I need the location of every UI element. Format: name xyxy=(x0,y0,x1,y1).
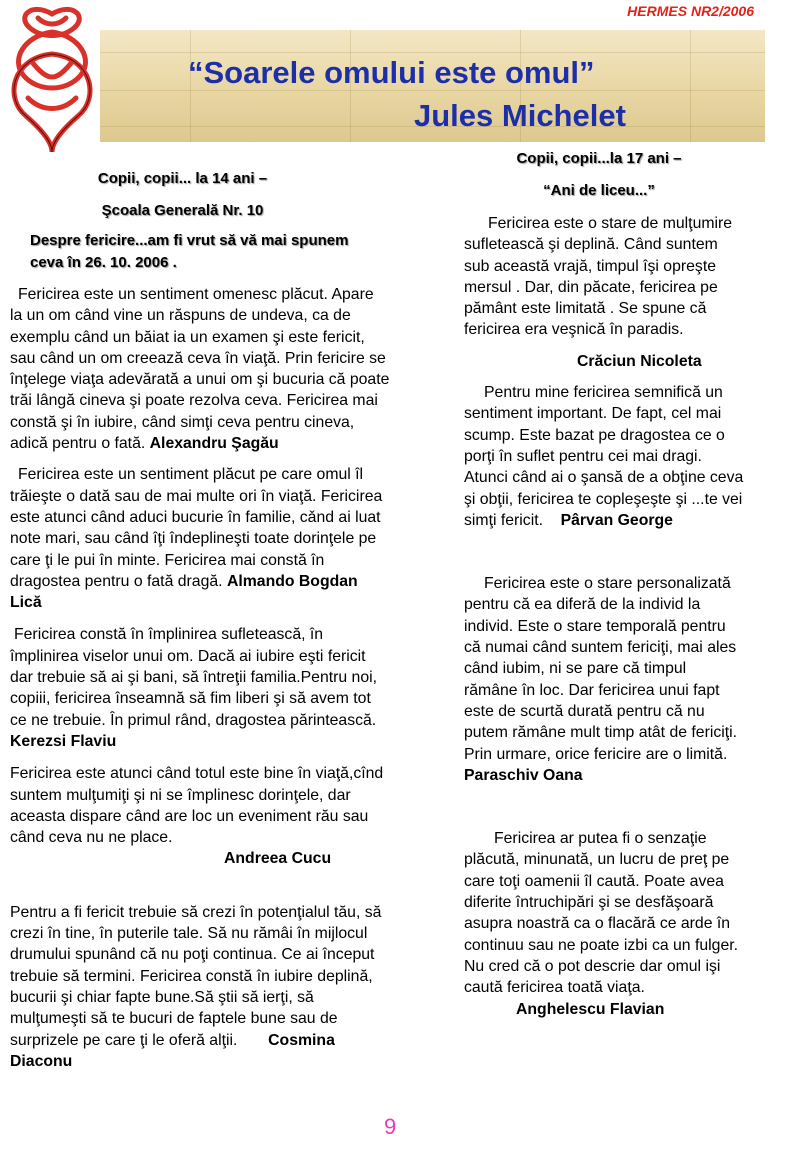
left-entry-1-author: Alexandru Şagău xyxy=(149,435,279,453)
right-entry-1-signature xyxy=(464,351,744,372)
left-entry-4 xyxy=(10,763,390,848)
page-number: 9 xyxy=(384,1114,397,1139)
right-entry-2-author: Pârvan George xyxy=(560,511,673,529)
left-entry-2-author: Almando Bogdan Lică xyxy=(10,572,358,612)
left-entry-3 xyxy=(10,624,390,752)
right-entry-4: Fericirea ar putea fi o senzaţie plăcută, minunată, un lucru de preţ pe care toţi oamenii îl caută. Poate avea diferite întruchipări şi se desfăşoară asupra noastră ca o flacără ce arde în continuu sau ne poate izbi ca un fulger. Nu cred că o pot descrie dar omul işi caută fericirea toată viaţa. xyxy=(464,830,739,997)
left-heading-age: Copii, copii... la 14 ani – xyxy=(97,170,268,187)
issue-label: HERMES NR2/2006 xyxy=(627,3,754,19)
right-entry-2-text: Pentru mine fericirea semnifică un sentiment important. De fapt, cel mai scump. Este bazat pe dragostea ce o porţi în suflet pentru cei mai dragi. Atunci când ai o şansă de a obţine ceva şi obţii, fericirea te copleşeşte şi ...te vei simţi fericit. xyxy=(464,384,744,529)
left-intro xyxy=(10,230,360,274)
left-heading-school: Şcoala Generală Nr. 10 xyxy=(101,202,264,219)
left-entry-4-text: Fericirea este atunci când totul este bine în viaţă,cînd suntem mulţumiţi şi ni se împlinesc dorinţele, dar aceasta dispare când are loc un eveniment rău sau când ceva nu ne place. xyxy=(10,765,384,847)
right-entry-3-text: Fericirea este o stare personalizată pentru că ea diferă de la individ la individ. Este o stare temporală pentru că numai când suntem fericiţi, mai ales când iubim, ni se pare că timpul rămâne în loc. Dar fericirea unui fapt este de scurtă durată pentru că nu putem rămâne mult timp atât de fericiţi. Prin urmare, orice fericire are o limită. xyxy=(464,575,738,763)
right-entry-4-author: Anghelescu Flavian xyxy=(516,1000,665,1018)
left-entry-4-signature xyxy=(10,848,390,869)
left-entry-2 xyxy=(10,464,390,613)
right-entry-1-author: Crăciun Nicoleta xyxy=(577,352,702,370)
left-entry-5 xyxy=(10,902,390,1072)
left-entry-4-author: Andreea Cucu xyxy=(224,850,332,868)
left-intro-end: . xyxy=(172,254,177,271)
right-column xyxy=(464,148,744,1020)
left-entry-1-text: Fericirea este un sentiment omenesc plăcut. Apare la un om când vine un răspuns de undeva, ca de exemplu când un băiat ia un examen şi este fericit, sau când un om creează ceva în viaţă. Prin fericire se înţelege viaţa adevărată a unui om şi bucuria că poate trăi lângă cineva şi poate rezolva ceva. Fericirea mai constă şi în iubire, când simţi ceva pentru cineva, adică pentru o fată. xyxy=(10,286,390,453)
header-quote: “Soarele omului este omul” xyxy=(188,55,595,90)
right-entry-4-signature xyxy=(464,999,744,1020)
left-entry-1 xyxy=(10,284,390,454)
left-entry-5-author: Cosmina Diaconu xyxy=(10,1031,335,1070)
right-entry-2 xyxy=(464,382,744,531)
right-entry-3-author: Paraschiv Oana xyxy=(464,766,583,784)
right-heading-age: Copii, copii...la 17 ani – xyxy=(516,150,682,167)
left-column xyxy=(10,168,390,1072)
left-entry-2-text: Fericirea este un sentiment plăcut pe care omul îl trăieşte o dată sau de mai multe ori în viaţă. Fericirea este atunci când aduci bucurie în familie, cǎnd ai luat note mari, sau când îţi îndeplineşti toate dorinţele pe care ţi le pui în minte. Fericirea mai constă în dragostea pentru o fată dragă. xyxy=(10,466,383,590)
left-entry-5-text: Pentru a fi fericit trebuie să crezi în potenţialul tău, să crezi în tine, în puterile tale. Să nu rămâi în mijlocul drumului spunând că nu poţi continua. Ce ai început trebuie să termini. Fericirea constă în iubire deplină, bucurii şi chiar fapte bune.Să ştii să ierţi, să mulţumeşti să te bucuri de faptele bune sau de surprizele pe care ţi le oferă alţii. xyxy=(10,903,382,1049)
left-entry-3-text: Fericirea constă în împlinirea sufletească, în împlinirea viselor unui om. Dacă ai iubire eşti fericit dar trebuie să ai şi bani, să întreţii familia.Pentru noi, copiii, fericirea înseamnă să fim liberi şi să avem tot ce ne trebuie. În primul rând, dragostea părintească. xyxy=(10,626,378,729)
right-entry-1: Fericirea este o stare de mulţumire sufletească şi deplină. Când suntem sub această vrajă, timpul îşi opreşte mersul . Dar, din păcate, fericirea pe pământ este limitată . Se spune că fericirea era veşnică în paradis. xyxy=(464,215,733,339)
left-intro-text: Despre fericire...am fi vrut să vă mai spunem ceva în 26. 10. 2006 xyxy=(30,232,349,271)
quote-author: Jules Michelet xyxy=(414,98,626,133)
celtic-knot-logo xyxy=(2,2,102,160)
right-entry-3 xyxy=(464,573,744,786)
left-entry-3-author: Kerezsi Flaviu xyxy=(10,732,117,750)
right-heading-school: “Ani de liceu...” xyxy=(543,182,655,199)
